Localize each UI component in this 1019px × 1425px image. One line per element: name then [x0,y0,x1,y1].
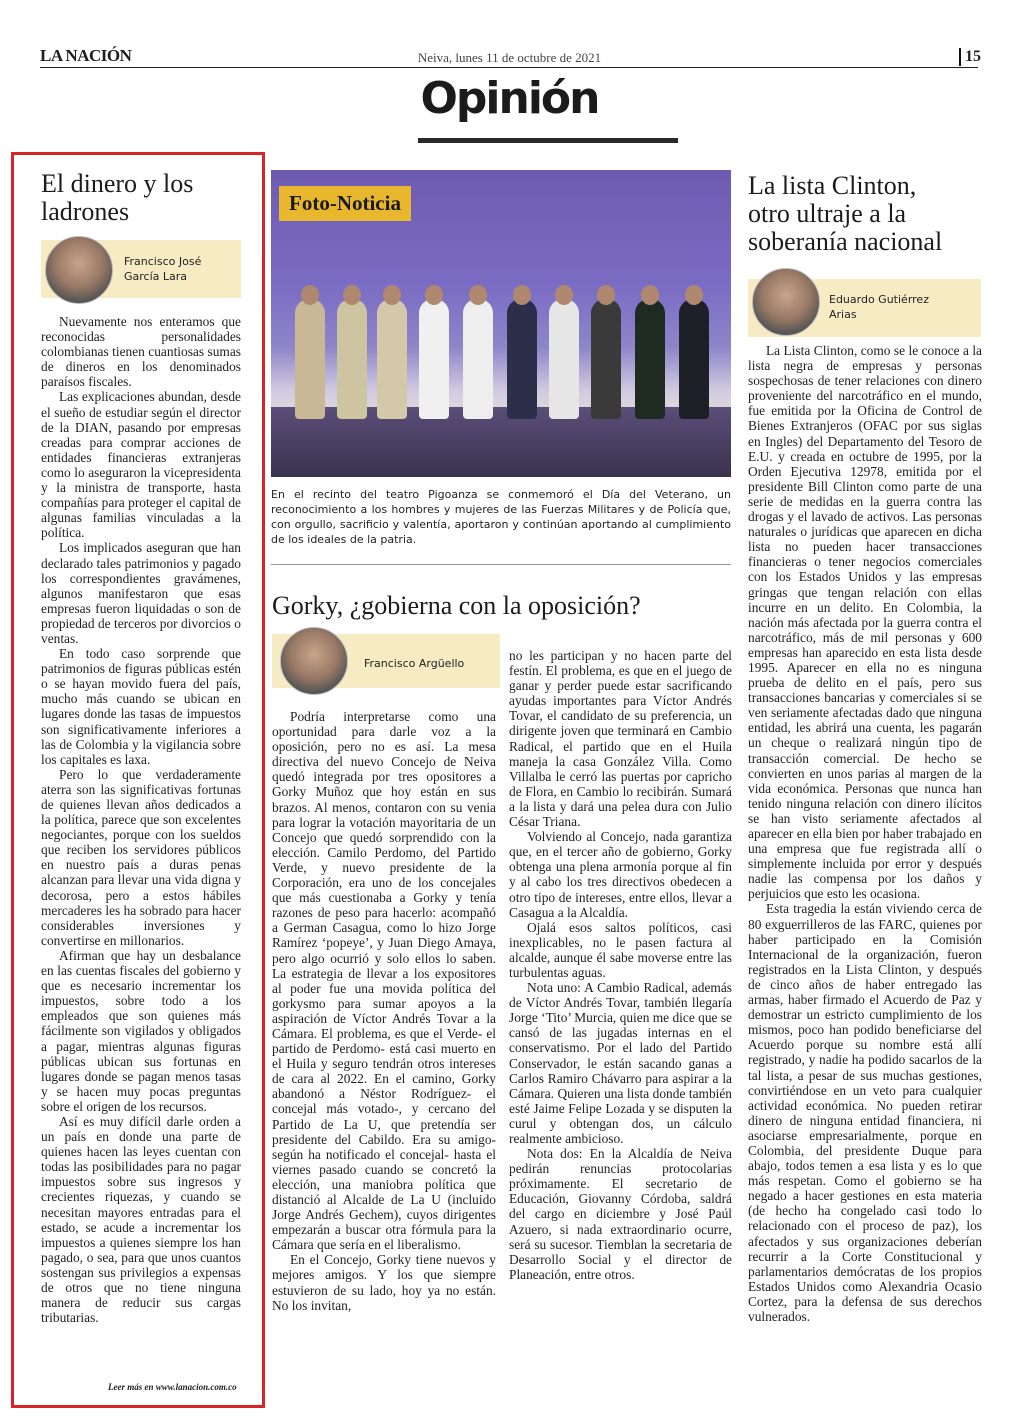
paragraph: Pero lo que verdaderamente aterra son las significativas fortunas de quienes llevan años dedicados a la política, parece que son excelentes negociantes, porque con los sueldos que reciben los servidores públicos en nuestro país a duras penas alcanzan para llevar una vida digna y decorosa, pero a estos hábiles mercaderes les ha sobrado para hacer considerables inversiones y convertirse en millonarios. [41,766,241,948]
paragraph: Ojalá esos saltos políticos, casi inexplicables, no le pasen factura al alcalde, aunque él sabe moverse entre las turbulentas aguas. [509,919,732,980]
person-head [301,285,319,305]
person-head [597,285,615,305]
person-head [555,285,573,305]
paragraph: Las explicaciones abundan, desde el sueño de estudiar según el director de la DIAN, pasando por empresas creadas para comprar acciones de entidades financieras extranjeras como lo aseguraron la vicepresidenta y la ministra de transporte, hasta compañías para proteger el capital de algunas familias vinculadas a la política. [41,389,241,541]
article-middle-col2 [509,648,732,1282]
person-figure [549,299,579,419]
paragraph: Esta tragedia la están viviendo cerca de 80 exguerrilleros de las FARC, quienes por haber participado en la Comisión Internacional de la organización, fueron registrados en la Lista Clinton, y después de cinco años de haber entregado las armas, haber firmado el Acuerdo de Paz y demostrar un estricto cumplimiento de los mismos, poco han podido beneficiarse del Acuerdo porque su nombre está allí registrado, y nadie ha podido sacarlos de la tal lista, a pesar de sus muchas gestiones, convirtiéndose en un veto para cualquier actividad económica. No pueden retirar dinero de ninguna entidad financiera, ni asociarse empresarialmente, porque en Colombia, del presidente Duque para abajo, todos temen a esa lista y es lo que más respetan. Como el gobierno se ha negado a hacer gestiones en esta materia (de hecho ha congelado casi todo lo relacionado con el proceso de paz), los afectados y sus organizaciones deberían recurrir a la Corte Constitucional y parlamentarios demócratas de los propios Estados Unidos como Alexandria Ocasio Cortez, para la defensa de sus derechos vulnerados. [748,901,982,1324]
section-divider [271,564,731,565]
person-head [641,285,659,305]
person-figure [419,299,449,419]
dateline: Neiva, lunes 11 de octubre de 2021 [417,50,602,65]
page-number: 15 [959,48,981,66]
article-right-title: La lista Clinton, otro ultraje a la soberanía nacional [748,171,943,256]
foto-noticia-label: Foto-Noticia [279,186,411,221]
paragraph: Afirman que hay un desbalance en las cuentas fiscales del gobierno y que es necesario incrementar los impuestos, sobre todo a los empleados que son quienes más fácilmente son vigilados y obligados a pagar, mientras algunas figuras públicas ubican sus fortunas en lugares donde se pagan menos tasas y se hacen muy pocas preguntas sobre el origen de los recursos. [41,947,241,1114]
author-name: Francisco José García Lara [124,255,202,283]
section-rule [418,138,678,143]
person-figure [635,299,665,419]
paragraph: Nuevamente nos enteramos que reconocidas personalidades colombianas tienen cuantiosas sumas de dineros en los denominados paraísos fiscales. [41,314,241,390]
person-figure [463,299,493,419]
article-middle-title: Gorky, ¿gobierna con la oposición? [272,591,641,620]
article-middle-col1 [272,709,496,1313]
person-head [469,285,487,305]
person-figure [295,299,325,419]
paragraph: Los implicados aseguran que han declarado tales patrimonios y pagado los correspondientes gravámenes, algunos manifestaron que esas empresas fueron liquidadas o son de propiedad de terceros por divorcios o ventas. [41,540,241,646]
paragraph: Nota dos: En la Alcaldía de Neiva pedirán renuncias protocolarias próximamente. El secretario de Educación, Giovanny Córdoba, saldrá del cargo en diciembre y José Paúl Azuero, si nada extraordinario ocurre, será su sucesor. Tiemblan la secretaria de Desarrollo Social y el director de Planeación, entre otros. [509,1146,732,1282]
person-figure [377,299,407,419]
masthead-logo: LA NACIÓN [40,46,132,65]
person-head [425,285,443,305]
person-figure [591,299,621,419]
person-head [513,285,531,305]
article-right-body [748,343,982,1324]
paragraph: Podría interpretarse como una oportunidad para darle voz a la oposición, pero no es así. La mesa directiva del nuevo Concejo de Neiva quedó integrada por tres opositores a Gorky Muñoz que hoy están en sus brazos. Al menos, contaron con su venia para lograr la votación mayoritaria de un Concejo que quedó sorprendido con la elección. Camilo Perdomo, del Partido Verde, y nuevo presidente de la Corporación, era uno de los concejales que más cuestionaba a Gorky y tenía razones de peso para hacerlo: acompañó a German Casagua, como lo hizo Jorge Ramírez ‘popeye’, y Juan Diego Amaya, pero algo ocurrió y solo ellos lo saben. La estrategia de llevar a los expositores al poder fue una movida política del gorkysmo para sumar apoyos a la aspiración de Víctor Andrés Tovar a la Cámara. El problema, es que el Verde- el partido de Perdomo- está casi muerto en el Huila y seguro tendrán otros intereses de cara al 2022. En el camino, Gorky abandonó a Néstor Rodríguez- el concejal más votado-, y cercano del Partido de La U, que pretendía ser presidente del Cabildo. Era su amigo- según ha notificado el concejal- hasta el viernes pasado cuando se concretó la elección, una maniobra política que distanció al Alcalde de La U (incluido Jorge Andrés Gechem), cuyos dirigentes empezarán a buscar otra fórmula para la Cámara que sería en el liberalismo. [272,709,496,1253]
section-title: Opinión [420,73,599,124]
person-head [685,285,703,305]
header-rule [40,67,978,68]
person-figure [679,299,709,419]
paragraph: La Lista Clinton, como se le conoce a la lista negra de empresas y personas sospechosas de tener relaciones con dinero proveniente del narcotráfico en el mundo, fue emitida por la Oficina de Control de Bienes Extranjeros (OFAC por sus siglas en Ingles) del Departamento del Tesoro de E.U. y creada en octubre de 1995, por la Orden Ejecutiva 12978, emitida por el presidente Bill Clinton como parte de una serie de medidas en la guerra contra las drogas y el lavado de activos. Las personas naturales o jurídicas que aparecen en dicha lista no pueden hacer transacciones financieras o tener negocios comerciales con los Estados Unidos y las empresas gringas que tengan relación con ellas incurre en un delito. En Colombia, la nación más afectada por la guerra contra el narcotráfico, más de mil personas y 600 empresas han aparecido en esta lista desde 1995. Aparecer en ella no es ninguna prueba de delito en el país, pero sus transacciones bancarias y comerciales si se ven seriamente afectadas dado que ninguna entidad, les abrirá una cuenta, les pagarán un cheque o realizará ningún tipo de transacción comercial. De hecho se convierten en unos parias al margen de la vida económica. Personas que nunca han tenido ninguna relación con dinero ilícitos se han visto seriamente afectados al aparecer en ella bien por haber trabajado en una empresa que fue registrada allí o simplemente incluida por error y después nadie las compensa por los daños y perjuicios que esto les ocasiona. [748,343,982,902]
person-head [343,285,361,305]
paragraph: Así es muy difícil darle orden a un país en donde una parte de quienes hacen las leyes cuentan con todas las posibilidades para no pagar impuestos sobre sus ingresos y crecientes riquezas, y cuando se necesitan mayores entradas para el estado, se acude a incrementar los impuestos a quienes siempre los han pagado, o sea, para que unos cuantos sostengan sus privilegios a expensas de otros que no tiene ninguna manera de reducir sus cargas tributarias. [41,1113,241,1326]
author-name: Francisco Argüello [364,657,465,670]
person-figure [337,299,367,419]
paragraph: En todo caso sorprende que patrimonios de figuras públicas estén o se hayan movido fuera del país, mucho más cuando se ubican en lugares donde las tasas de impuestos son significativamente inferiores a las de Colombia y la vigilancia sobre los capitales es laxa. [41,646,241,767]
read-more-link[interactable]: Leer más en www.lanacion.com.co [108,1382,237,1392]
person-head [383,285,401,305]
article-left-title: El dinero y los ladrones [41,169,194,226]
author-photo [752,268,820,336]
article-left-body [41,314,241,1325]
foto-noticia-image [271,170,731,477]
paragraph: no les participan y no hacen parte del festín. El problema, es que en el juego de ganar y perder puede estar sacrificando ayudas importantes para Víctor Andrés Tovar, el candidato de su preferencia, un dirigente joven que terminará en Cambio Radical, el partido que en el Huila maneja la casa González Villa. Como Villalba le cerró las puertas por capricho de Flora, en Cambio lo recibirán. Sumará a la lista y dará una pelea dura con Julio César Triana. [509,648,732,830]
author-photo [45,236,113,304]
author-name: Eduardo Gutiérrez Arias [829,293,929,321]
photo-caption: En el recinto del teatro Pigoanza se conmemoró el Día del Veterano, un reconocimiento a los hombres y mujeres de las Fuerzas Militares y de Policía que, con orgullo, sacrificio y valentía, aportaron y continúan aportando al cumplimiento de los ideales de la patria. [271,488,731,546]
paragraph: Volviendo al Concejo, nada garantiza que, en el tercer año de gobierno, Gorky obtenga una plena armonía porque al fin y al cabo los tres directivos obedecen a otro tipo de intereses, entre ellos, llevar a Casagua a la Alcaldía. [509,829,732,920]
paragraph: Nota uno: A Cambio Radical, además de Víctor Andrés Tovar, también llegaría Jorge ‘Tito’ Murcia, quien me dice que se cansó de las jugadas internas en el conservatismo. Por el lado del Partido Conservador, le están sacando ganas a Carlos Ramiro Chávarro para aspirar a la Cámara. Quieren una lista donde también esté Jaime Felipe Lozada y se disputen la curul y obtengan dos, un cálculo realmente ambicioso. [509,980,732,1146]
author-photo [280,627,348,695]
paragraph: En el Concejo, Gorky tiene nuevos y mejores amigos. Y los que siempre estuvieron de su lado, hoy ya no están. No los invitan, [272,1252,496,1313]
person-figure [507,299,537,419]
